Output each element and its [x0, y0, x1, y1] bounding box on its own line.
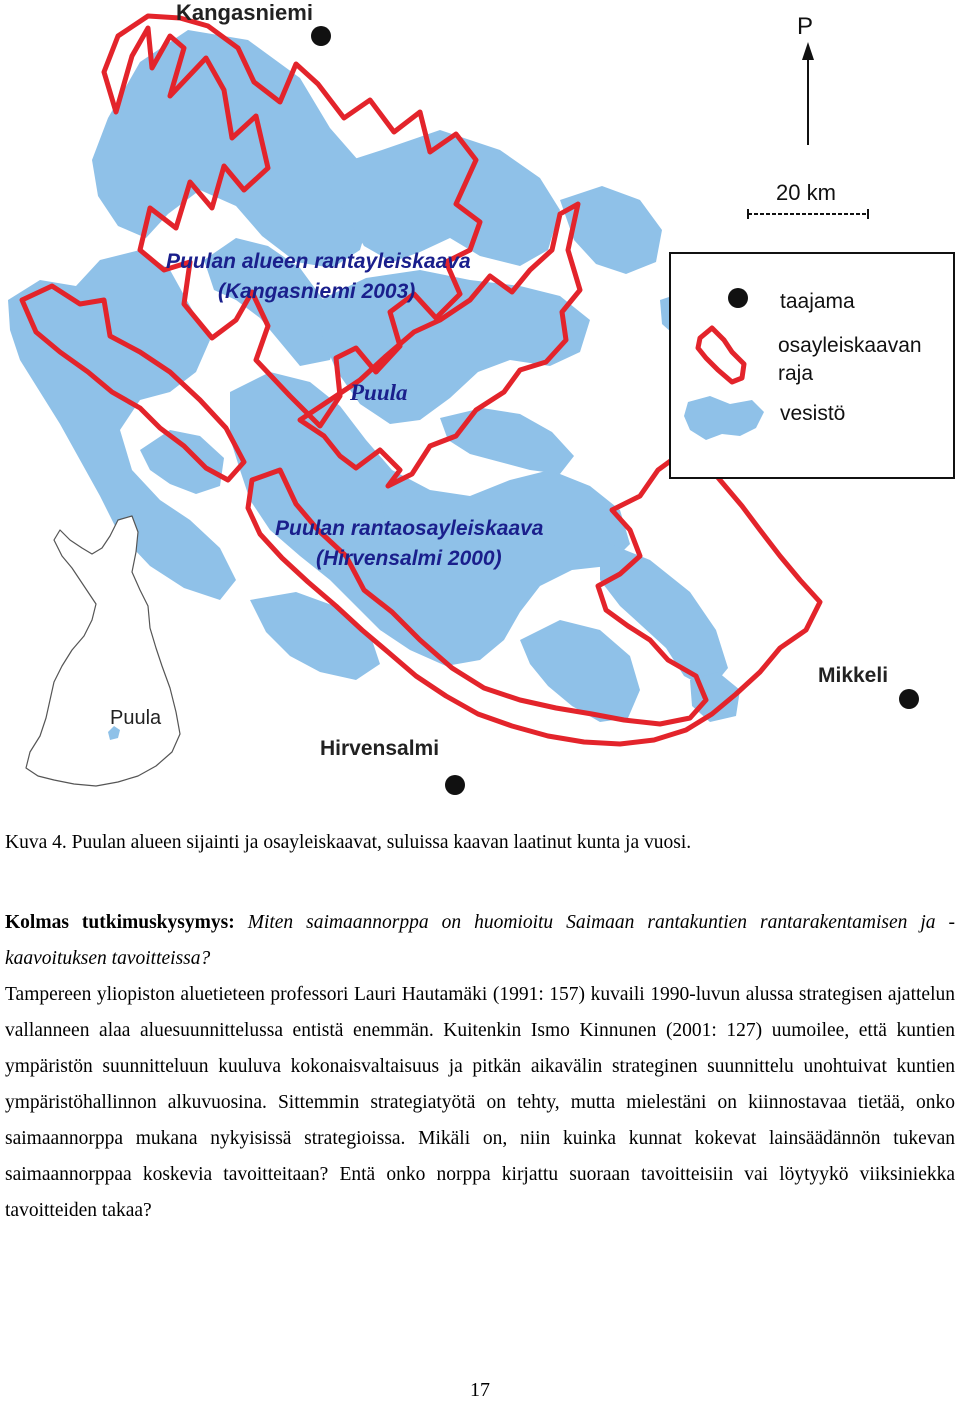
plan-label-south-line2: (Hirvensalmi 2000) — [316, 547, 502, 570]
body-paragraph: Tampereen yliopiston aluetieteen professori Lauri Hautamäki (1991: 157) kuvaili 1990-luvun alussa strategisen ajattelun vallanneen alaa aluesuunnittelussa entistä enemmän. Kuitenkin Ismo Kinnunen (2001: 127) uumoilee, että kuntien ympäristön suunnitteluun kuuluva kokonaisvaltaisuus ja pitkän aikavälin strateginen suunnittelu unohtuivat kuntien ympäristöhallinnon alkuvuosina. Sittemmin strategiatyötä on tehty, mutta mielestäni on kiinnostavaa tietää, onko saimaannorppa mukana nykyisissä strategioissa. Mikäli on, niin kuinka kunnat kokevat lainsäädännön tukevan saimaannorppaa koskevia tavoitteitaan? Entä onko norppa kirjattu suoraan tavoitteisiin vai löytyykö viiksiniekka tavoitteiden takaa? — [5, 984, 955, 1221]
figure-caption: Kuva 4. Puulan alueen sijainti ja osayleiskaavat, suluissa kaavan laatinut kunta ja vuosi. — [5, 832, 692, 853]
scale-bar — [748, 180, 868, 219]
legend-water-label: vesistö — [780, 402, 846, 425]
town-label-hirvensalmi: Hirvensalmi — [320, 737, 440, 760]
town-marker-kangasniemi — [311, 26, 331, 46]
plan-label-north-line1: Puulan alueen rantayleiskaava — [166, 250, 471, 273]
legend-boundary-label-line1: osayleiskaavan — [778, 334, 922, 357]
town-marker-mikkeli — [899, 689, 919, 709]
research-question — [5, 905, 955, 977]
town-label-kangasniemi: Kangasniemi — [176, 0, 313, 25]
plan-label-north-line2: (Kangasniemi 2003) — [218, 280, 416, 303]
north-arrow — [797, 13, 814, 145]
plan-label-south-line1: Puulan rantaosayleiskaava — [275, 517, 544, 540]
north-arrow-label: P — [797, 13, 814, 40]
research-question-label: Kolmas tutkimuskysymys: — [5, 912, 235, 933]
town-marker-hirvensalmi — [445, 775, 465, 795]
legend-town-label: taajama — [780, 290, 855, 313]
inset-map-label: Puula — [110, 707, 162, 729]
legend-town-symbol — [728, 288, 748, 308]
page-number: 17 — [470, 1379, 490, 1401]
scale-bar-label: 20 km — [776, 180, 836, 205]
article-body — [5, 905, 955, 1229]
map-legend — [670, 253, 954, 478]
research-question-text: Miten saimaannorppa on huomioitu Saimaan rantakuntien rantarakentamisen ja -kaavoituksen tavoitteissa? — [5, 912, 956, 969]
lake-name-label: Puula — [350, 380, 408, 405]
legend-boundary-label-line2: raja — [778, 362, 814, 385]
town-label-mikkeli: Mikkeli — [818, 664, 889, 687]
